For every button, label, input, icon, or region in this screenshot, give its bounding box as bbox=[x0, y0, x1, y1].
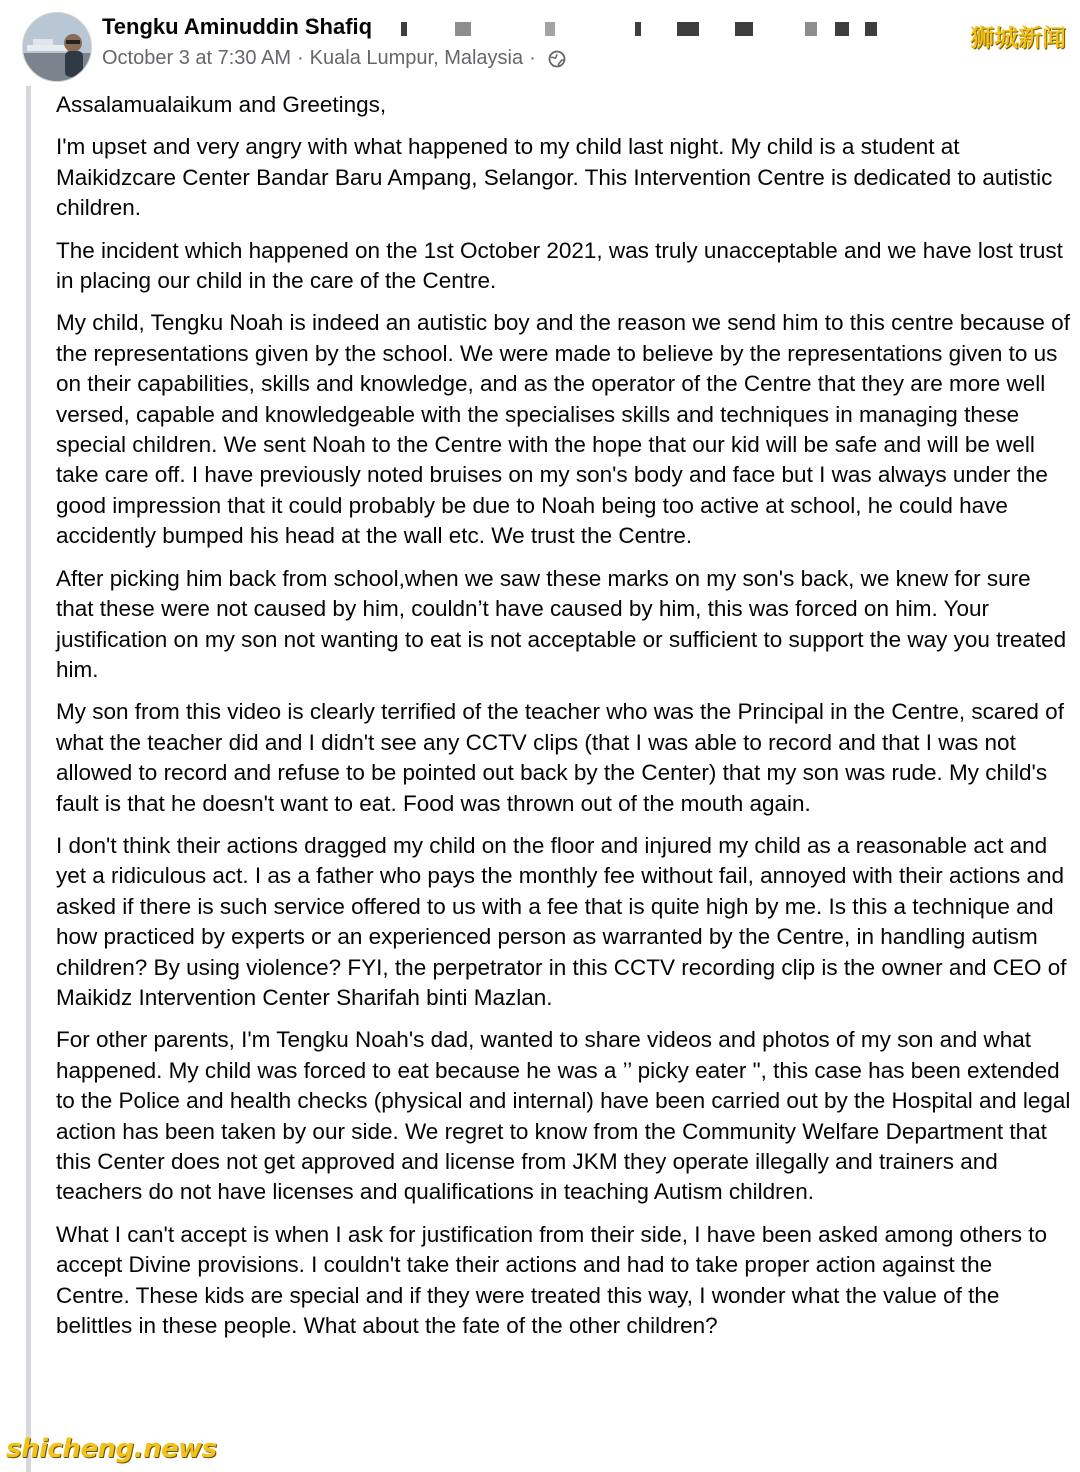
avatar-photo bbox=[23, 13, 91, 81]
redacted-name-suffix bbox=[395, 16, 890, 42]
post-text bbox=[26, 86, 1079, 1472]
watermark-logo-top: 狮城新闻 bbox=[970, 23, 1066, 52]
meta-separator: · bbox=[297, 47, 304, 69]
meta-separator: · bbox=[529, 47, 536, 69]
author-name[interactable]: Tengku Aminuddin Shafiq bbox=[102, 14, 373, 39]
paragraph-2: The incident which happened on the 1st October 2021, was truly unacceptable and we have lost trust in placing our child in the care of the Centre. bbox=[56, 237, 1063, 294]
post-location[interactable]: Kuala Lumpur, Malaysia bbox=[309, 47, 524, 69]
post-meta bbox=[102, 47, 566, 70]
watermark-logo-bottom: shicheng.news bbox=[6, 1434, 217, 1464]
post-timestamp[interactable]: October 3 at 7:30 AM bbox=[102, 47, 291, 69]
paragraph-5: My son from this video is clearly terrified of the teacher who was the Principal in the Centre, scared of what the teacher did and I didn't see any CCTV clips (that I was able to record and that I was not allowed to record and refuse to be pointed out back by the Center) that my son was rude. My child's fault is that he doesn't want to eat. Food was thrown out of the mouth again. bbox=[56, 699, 1064, 816]
paragraph-8: What I can't accept is when I ask for justification from their side, I have been asked among others to accept Divine provisions. I couldn't take their actions and had to take proper action against the Centre. These kids are special and if they were treated this way, I wonder what the value of the belittles in these people. What about the fate of the other children? bbox=[56, 1221, 1048, 1339]
paragraph-1: I'm upset and very angry with what happened to my child last night. My child is a student at Maikidzcare Center Bandar Baru Ampang, Selangor. This Intervention Centre is dedicated to autistic children. bbox=[56, 134, 1053, 221]
paragraph-3: My child, Tengku Noah is indeed an autistic boy and the reason we send him to this centre because of the representations given by the school. We were made to believe by the representations given to us on their capabilities, skills and knowledge, and as the operator of the Centre that they are more well versed, capable and knowledgeable with the specialises skills and techniques in managing these special children. We sent Noah to the Centre with the hope that our kid will be safe and will be well take care off. I have previously noted bruises on my son's body and face but I was always under the good impression that it could probably be due to Noah being too active at school, he could have accidently bumped his head at the wall etc. We trust the Centre. bbox=[56, 310, 1070, 549]
paragraph-7: For other parents, I'm Tengku Noah's dad, wanted to share videos and photos of my son and what happened. My child was forced to eat because he was a ’’ picky eater ", this case has been extended to the Police and health checks (physical and internal) have been carried out by the Hospital and legal action has been taken by our side. We regret to know from the Community Welfare Department that this Center does not get approved and license from JKM they operate illegally and trainers and teachers do not have licenses and qualifications in teaching Autism children. bbox=[56, 1027, 1071, 1205]
paragraph-6: I don't think their actions dragged my child on the floor and injured my child as a reasonable act and yet a ridiculous act. I as a father who pays the monthly fee without fail, annoyed with their actions and asked if there is such service offered to us with a fee that is quite high by me. Is this a technique and how practiced by experts or an experienced person as warranted by the Centre, in handling autism children? By using violence? FYI, the perpetrator in this CCTV recording clip is the owner and CEO of Maikidz Intervention Center Sharifah binti Mazlan. bbox=[56, 832, 1067, 1010]
post-header bbox=[0, 0, 1080, 86]
paragraph-4: After picking him back from school,when we saw these marks on my son's back, we knew for sure that these were not caused by him, couldn’t have caused by him, this was forced on him. Your justification on my son not wanting to eat is not acceptable or sufficient to support the way you treated him. bbox=[56, 565, 1067, 682]
avatar[interactable] bbox=[22, 12, 92, 82]
globe-icon[interactable] bbox=[548, 50, 566, 68]
paragraph-greeting: Assalamualaikum and Greetings, bbox=[56, 92, 387, 117]
